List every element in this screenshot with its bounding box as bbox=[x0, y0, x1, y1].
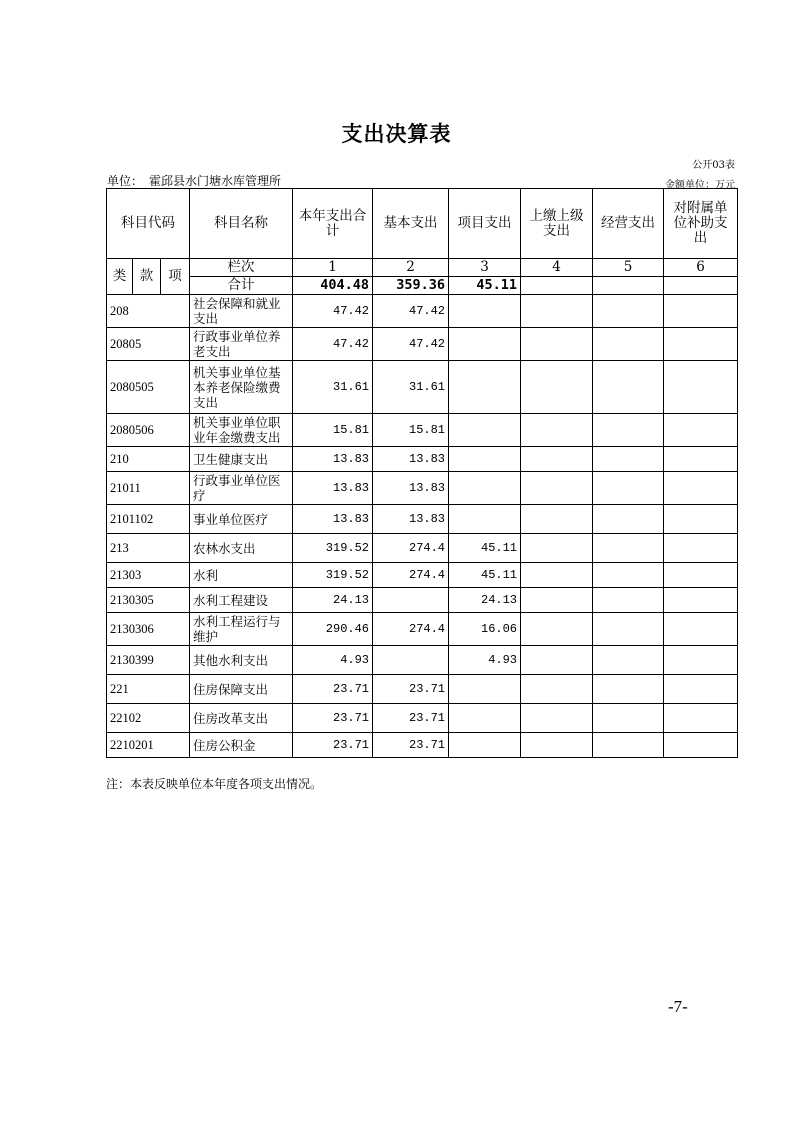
header-kuan: 款 bbox=[133, 259, 161, 295]
row-basic: 274.4 bbox=[373, 534, 449, 563]
row-project bbox=[449, 472, 521, 505]
unit-label: 单位： bbox=[107, 174, 144, 188]
row-total: 23.71 bbox=[293, 704, 373, 733]
row-code: 213 bbox=[107, 534, 190, 563]
row-code: 2130399 bbox=[107, 646, 190, 675]
expenditure-table bbox=[106, 188, 738, 758]
row-upper bbox=[521, 414, 593, 447]
row-subsidy bbox=[664, 613, 738, 646]
row-upper bbox=[521, 295, 593, 328]
row-total: 13.83 bbox=[293, 505, 373, 534]
row-name: 住房保障支出 bbox=[190, 675, 293, 704]
row-business bbox=[593, 588, 664, 613]
row-upper bbox=[521, 563, 593, 588]
header-row bbox=[107, 189, 738, 259]
row-code: 2080506 bbox=[107, 414, 190, 447]
row-upper bbox=[521, 588, 593, 613]
row-upper bbox=[521, 505, 593, 534]
row-business bbox=[593, 505, 664, 534]
row-subsidy bbox=[664, 588, 738, 613]
row-subsidy bbox=[664, 563, 738, 588]
table-row bbox=[107, 295, 738, 328]
header-xiang: 项 bbox=[161, 259, 190, 295]
row-business bbox=[593, 534, 664, 563]
header-lei: 类 bbox=[107, 259, 133, 295]
row-name: 事业单位医疗 bbox=[190, 505, 293, 534]
col-no-6: 6 bbox=[664, 259, 738, 277]
row-total: 319.52 bbox=[293, 563, 373, 588]
row-basic: 13.83 bbox=[373, 472, 449, 505]
row-business bbox=[593, 295, 664, 328]
row-upper bbox=[521, 447, 593, 472]
row-subsidy bbox=[664, 472, 738, 505]
row-total: 47.42 bbox=[293, 295, 373, 328]
header-code: 科目代码 bbox=[107, 189, 190, 259]
header-lanci: 栏次 bbox=[190, 259, 293, 277]
table-row bbox=[107, 675, 738, 704]
header-total: 本年支出合计 bbox=[293, 189, 373, 259]
row-basic: 274.4 bbox=[373, 613, 449, 646]
header-project: 项目支出 bbox=[449, 189, 521, 259]
row-subsidy bbox=[664, 414, 738, 447]
row-upper bbox=[521, 646, 593, 675]
row-upper bbox=[521, 534, 593, 563]
row-business bbox=[593, 414, 664, 447]
row-business bbox=[593, 361, 664, 414]
row-upper bbox=[521, 733, 593, 758]
row-code: 208 bbox=[107, 295, 190, 328]
row-subsidy bbox=[664, 675, 738, 704]
row-basic bbox=[373, 646, 449, 675]
row-name: 农林水支出 bbox=[190, 534, 293, 563]
row-subsidy bbox=[664, 328, 738, 361]
row-project bbox=[449, 414, 521, 447]
row-upper bbox=[521, 613, 593, 646]
unit-name: 霍邱县水门塘水库管理所 bbox=[149, 174, 282, 188]
row-code: 2210201 bbox=[107, 733, 190, 758]
col-no-3: 3 bbox=[449, 259, 521, 277]
header-upper: 上缴上级支出 bbox=[521, 189, 593, 259]
row-subsidy bbox=[664, 447, 738, 472]
table-note: 注：本表反映单位本年度各项支出情况。 bbox=[106, 777, 323, 791]
row-project: 24.13 bbox=[449, 588, 521, 613]
total-project: 45.11 bbox=[449, 277, 521, 295]
row-business bbox=[593, 563, 664, 588]
table-row bbox=[107, 733, 738, 758]
row-upper bbox=[521, 704, 593, 733]
row-business bbox=[593, 472, 664, 505]
table-body bbox=[107, 295, 738, 758]
row-upper bbox=[521, 472, 593, 505]
row-subsidy bbox=[664, 733, 738, 758]
table-row bbox=[107, 704, 738, 733]
row-project bbox=[449, 328, 521, 361]
table-row bbox=[107, 588, 738, 613]
row-total: 290.46 bbox=[293, 613, 373, 646]
row-code: 210 bbox=[107, 447, 190, 472]
row-name: 其他水利支出 bbox=[190, 646, 293, 675]
row-code: 22102 bbox=[107, 704, 190, 733]
row-project bbox=[449, 704, 521, 733]
row-basic: 15.81 bbox=[373, 414, 449, 447]
row-basic: 274.4 bbox=[373, 563, 449, 588]
row-code: 21011 bbox=[107, 472, 190, 505]
row-project bbox=[449, 295, 521, 328]
row-basic: 47.42 bbox=[373, 328, 449, 361]
row-name: 机关事业单位基本养老保险缴费支出 bbox=[190, 361, 293, 414]
table-row bbox=[107, 505, 738, 534]
row-total: 23.71 bbox=[293, 733, 373, 758]
col-no-1: 1 bbox=[293, 259, 373, 277]
row-project: 45.11 bbox=[449, 534, 521, 563]
table-row bbox=[107, 646, 738, 675]
row-total: 24.13 bbox=[293, 588, 373, 613]
row-name: 机关事业单位职业年金缴费支出 bbox=[190, 414, 293, 447]
table-row bbox=[107, 613, 738, 646]
row-name: 卫生健康支出 bbox=[190, 447, 293, 472]
page-number: -7- bbox=[668, 997, 688, 1016]
row-basic: 13.83 bbox=[373, 447, 449, 472]
row-business bbox=[593, 733, 664, 758]
row-project: 45.11 bbox=[449, 563, 521, 588]
header-basic: 基本支出 bbox=[373, 189, 449, 259]
table-row bbox=[107, 447, 738, 472]
row-name: 行政事业单位养老支出 bbox=[190, 328, 293, 361]
row-code: 2080505 bbox=[107, 361, 190, 414]
total-row bbox=[107, 277, 738, 295]
row-code: 20805 bbox=[107, 328, 190, 361]
row-basic bbox=[373, 588, 449, 613]
row-basic: 47.42 bbox=[373, 295, 449, 328]
row-subsidy bbox=[664, 505, 738, 534]
row-total: 31.61 bbox=[293, 361, 373, 414]
row-basic: 23.71 bbox=[373, 675, 449, 704]
row-project bbox=[449, 505, 521, 534]
header-subsidy: 对附属单位补助支出 bbox=[664, 189, 738, 259]
row-business bbox=[593, 613, 664, 646]
table-row bbox=[107, 472, 738, 505]
row-project bbox=[449, 733, 521, 758]
row-name: 水利 bbox=[190, 563, 293, 588]
row-code: 2130306 bbox=[107, 613, 190, 646]
row-basic: 23.71 bbox=[373, 733, 449, 758]
row-code: 2101102 bbox=[107, 505, 190, 534]
page-title: 支出决算表 bbox=[341, 122, 452, 146]
row-name: 水利工程建设 bbox=[190, 588, 293, 613]
row-name: 社会保障和就业支出 bbox=[190, 295, 293, 328]
row-upper bbox=[521, 328, 593, 361]
row-project: 4.93 bbox=[449, 646, 521, 675]
sub-header-row-1 bbox=[107, 259, 738, 277]
row-total: 23.71 bbox=[293, 675, 373, 704]
row-total: 47.42 bbox=[293, 328, 373, 361]
row-subsidy bbox=[664, 534, 738, 563]
row-business bbox=[593, 328, 664, 361]
row-total: 13.83 bbox=[293, 447, 373, 472]
table-row bbox=[107, 563, 738, 588]
header-business: 经营支出 bbox=[593, 189, 664, 259]
row-total: 319.52 bbox=[293, 534, 373, 563]
row-basic: 31.61 bbox=[373, 361, 449, 414]
table-row bbox=[107, 361, 738, 414]
total-value: 404.48 bbox=[293, 277, 373, 295]
row-upper bbox=[521, 361, 593, 414]
row-basic: 23.71 bbox=[373, 704, 449, 733]
row-business bbox=[593, 447, 664, 472]
row-total: 13.83 bbox=[293, 472, 373, 505]
row-business bbox=[593, 646, 664, 675]
table-row bbox=[107, 534, 738, 563]
row-basic: 13.83 bbox=[373, 505, 449, 534]
money-unit: 金额单位：万元 bbox=[665, 180, 735, 191]
form-number: 公开03表 bbox=[692, 160, 735, 171]
row-total: 4.93 bbox=[293, 646, 373, 675]
row-project: 16.06 bbox=[449, 613, 521, 646]
row-project bbox=[449, 361, 521, 414]
row-subsidy bbox=[664, 361, 738, 414]
row-code: 21303 bbox=[107, 563, 190, 588]
total-basic: 359.36 bbox=[373, 277, 449, 295]
row-name: 水利工程运行与维护 bbox=[190, 613, 293, 646]
row-subsidy bbox=[664, 704, 738, 733]
row-code: 2130305 bbox=[107, 588, 190, 613]
row-code: 221 bbox=[107, 675, 190, 704]
col-no-2: 2 bbox=[373, 259, 449, 277]
unit-line bbox=[107, 172, 281, 189]
header-name: 科目名称 bbox=[190, 189, 293, 259]
row-project bbox=[449, 675, 521, 704]
row-project bbox=[449, 447, 521, 472]
col-no-5: 5 bbox=[593, 259, 664, 277]
row-subsidy bbox=[664, 295, 738, 328]
row-name: 住房公积金 bbox=[190, 733, 293, 758]
table-row bbox=[107, 328, 738, 361]
row-name: 住房改革支出 bbox=[190, 704, 293, 733]
row-business bbox=[593, 675, 664, 704]
table-row bbox=[107, 414, 738, 447]
col-no-4: 4 bbox=[521, 259, 593, 277]
total-label: 合计 bbox=[190, 277, 293, 295]
row-total: 15.81 bbox=[293, 414, 373, 447]
row-subsidy bbox=[664, 646, 738, 675]
row-business bbox=[593, 704, 664, 733]
row-upper bbox=[521, 675, 593, 704]
row-name: 行政事业单位医疗 bbox=[190, 472, 293, 505]
